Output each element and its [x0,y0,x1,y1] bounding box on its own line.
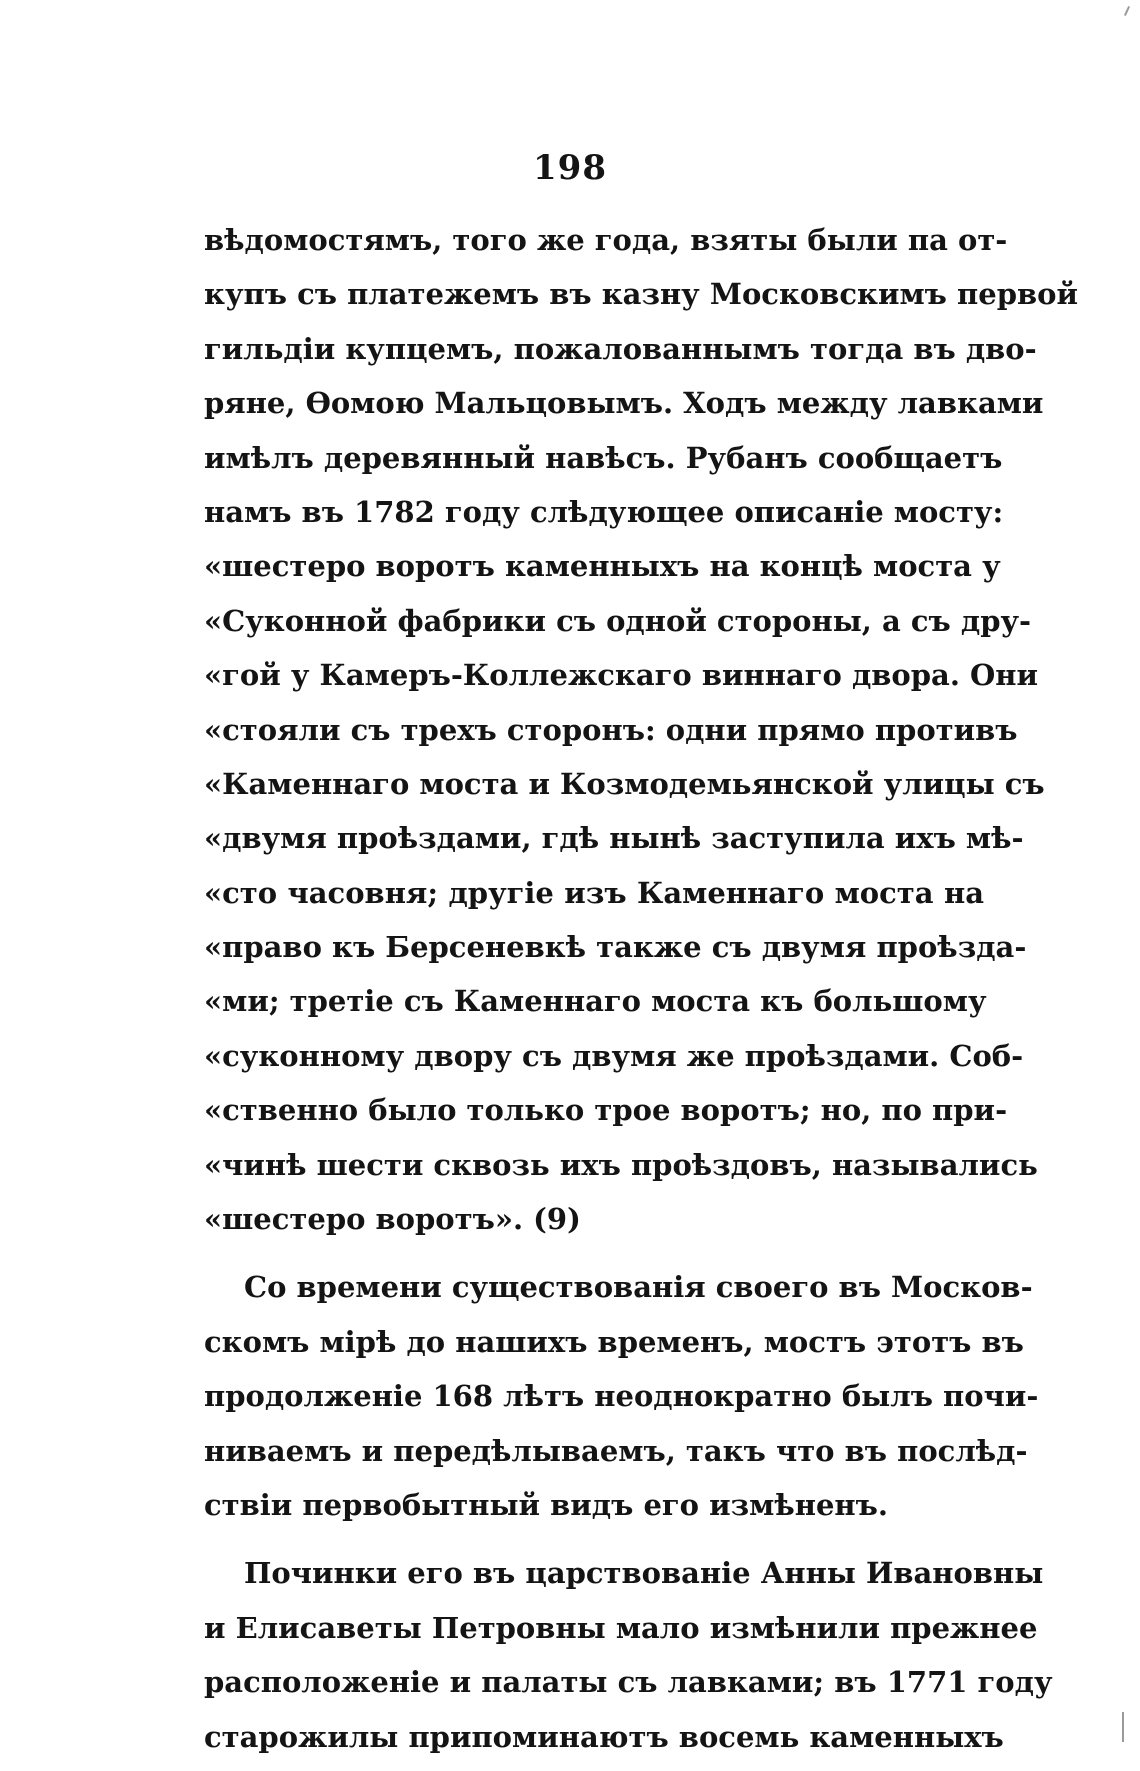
text-line: ниваемъ и передѣлываемъ, такъ что въ послѣд- [204,1433,1028,1468]
text-line: гильдіи купцемъ, пожалованнымъ тогда въ дво- [204,331,1037,366]
text-line: расположеніе и палаты съ лавками; въ 1771 году [204,1665,1053,1700]
text-line: «чинѣ шести сквозь ихъ проѣздовъ, назывались [204,1147,1038,1182]
text-line: скомъ мірѣ до нашихъ временъ, мостъ этотъ въ [204,1324,1024,1359]
text-line: «шестеро воротъ». (9) [204,1202,581,1237]
text-line: вѣдомостямъ, того же года, взяты были па от- [204,223,1008,257]
text-line: «ми; третіе съ Каменнаго моста къ большому [204,984,987,1019]
text-line: «право къ Берсеневкѣ также съ двумя проѣзда- [204,930,1027,965]
text-line: «Каменнаго моста и Козмодемьянской улицы съ [204,766,1045,801]
text-line: «Суконной фабрики съ одной стороны, а съ дру- [204,603,1032,638]
paragraph [204,1546,1053,1764]
text-line: имѣлъ деревянный навѣсъ. Рубанъ сообщаетъ [204,440,1003,475]
text-line: продолженіе 168 лѣтъ неоднократно былъ почи- [204,1379,1039,1414]
text-line: ствіи первобытный видъ его измѣненъ. [204,1487,888,1522]
text-line: «шестеро воротъ каменныхъ на концѣ моста у [204,549,1001,584]
scan-mark [1124,6,1130,16]
text-line: намъ въ 1782 году слѣдующее описаніе мосту: [204,494,1004,529]
text-line: купъ съ платежемъ въ казну Московскимъ первой [204,277,1078,312]
text-line: ряне, Ѳомою Мальцовымъ. Ходъ между лавками [204,386,1044,421]
page-number: 198 [533,148,607,188]
text-line: «суконному двору съ двумя же проѣздами. Соб- [204,1038,1024,1073]
body-text [204,213,1078,1764]
text-line: Со времени существованія своего въ Москов- [244,1270,1033,1305]
text-line: «двумя проѣздами, гдѣ нынѣ заступила ихъ мѣ- [204,821,1024,856]
text-line: и Елисаветы Петровны мало измѣнили прежнее [204,1610,1038,1645]
paragraph [204,1260,1039,1532]
text-line: «ственно было только трое воротъ; но, по при- [204,1093,1008,1128]
text-line: Починки его въ царствованіе Анны Ивановны [244,1556,1044,1591]
text-line: «сто часовня; другіе изъ Каменнаго моста на [204,875,984,910]
text-line: «стояли съ трехъ сторонъ: одни прямо противъ [204,712,1018,747]
scan-mark [1122,1712,1124,1742]
text-line: «гой у Камеръ-Коллежскаго виннаго двора. Они [204,658,1039,693]
text-line: старожилы припоминаютъ восемь каменныхъ [204,1719,1004,1754]
paragraph [204,213,1078,1246]
